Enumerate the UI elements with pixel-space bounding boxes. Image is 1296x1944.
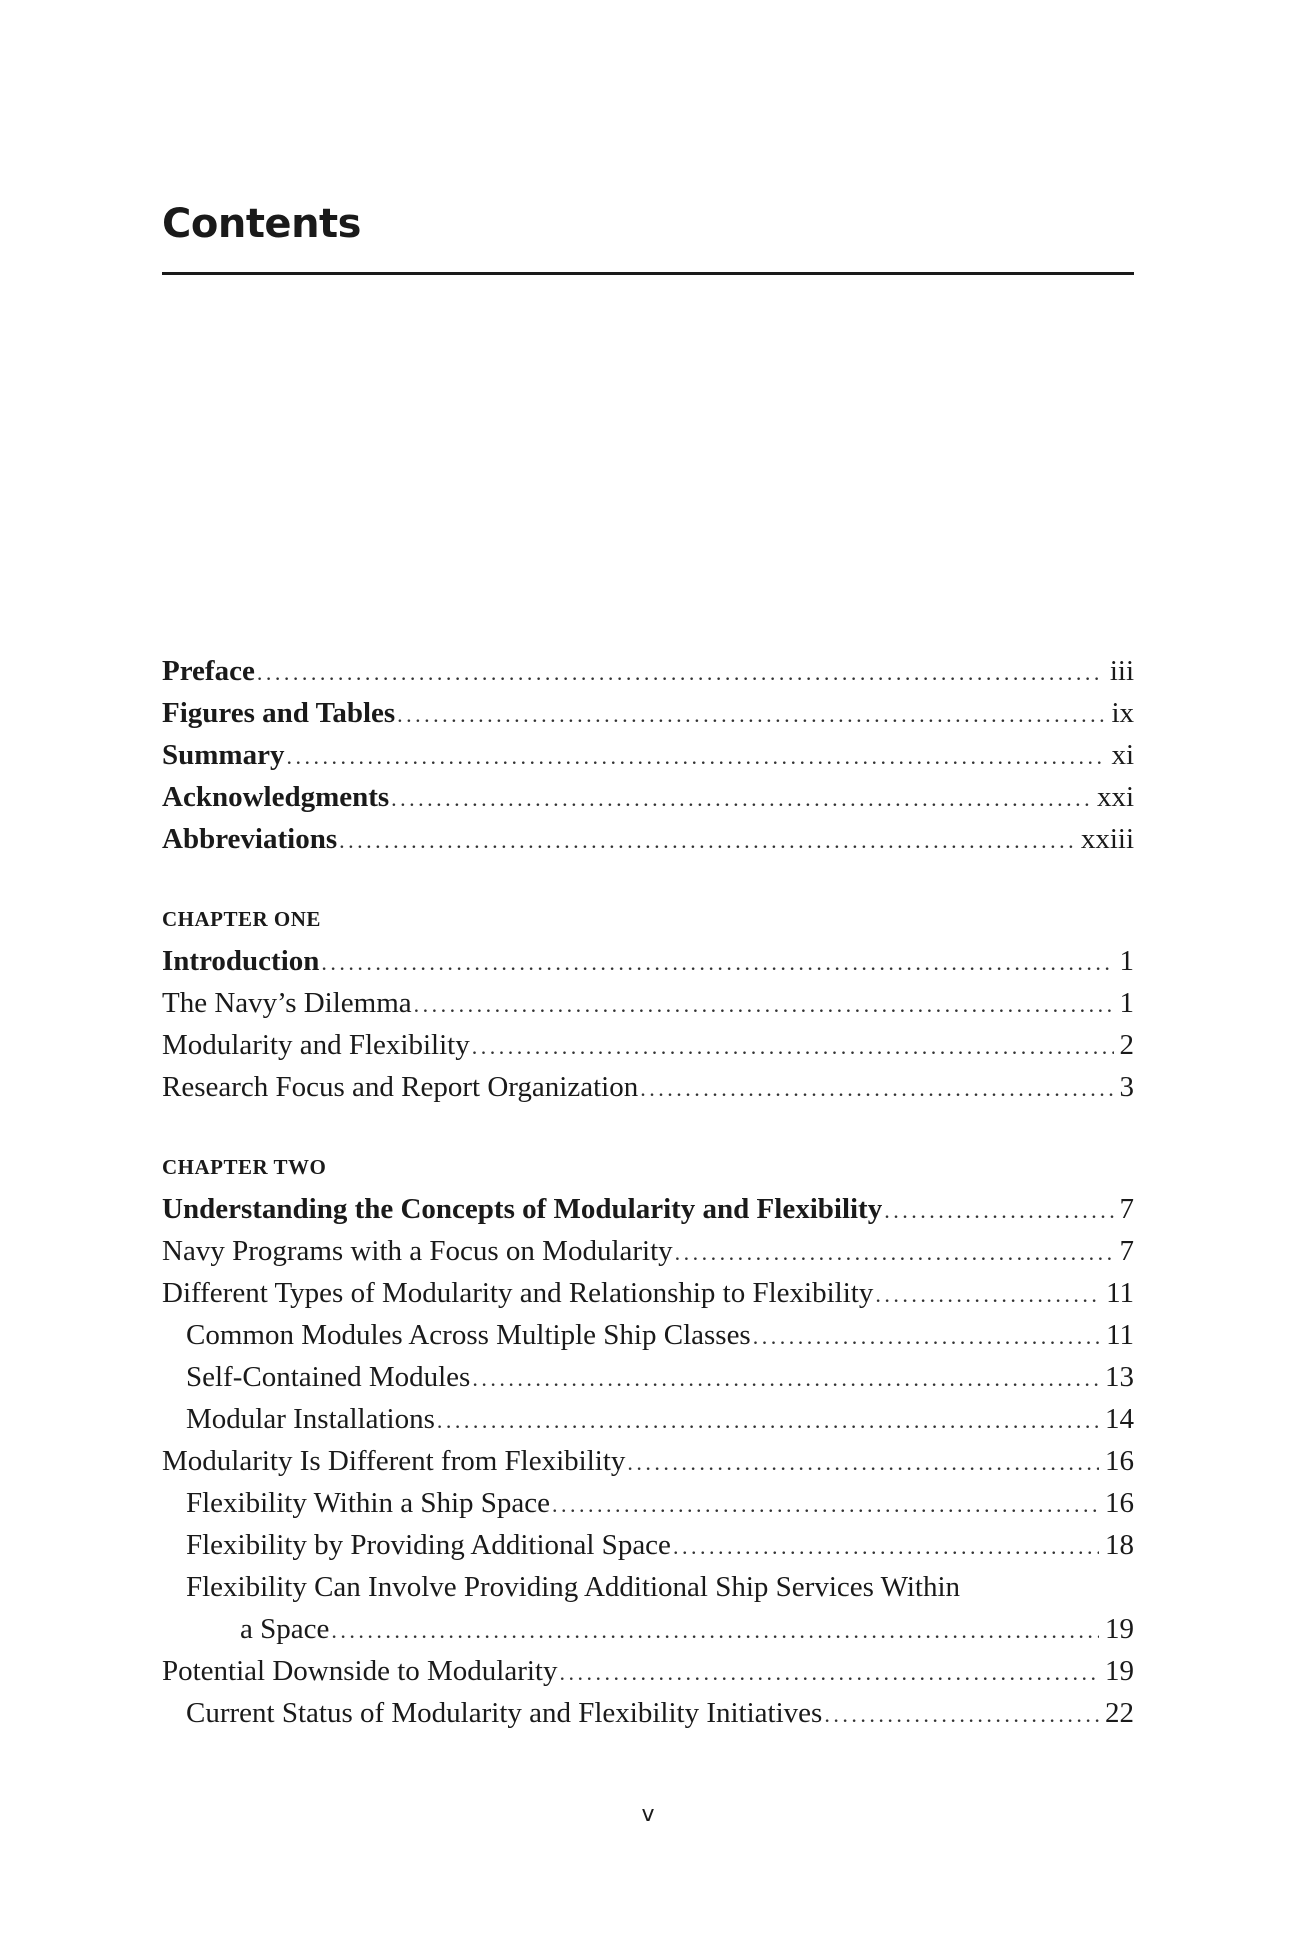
page-title: Contents	[162, 201, 361, 247]
dot-leader	[824, 1692, 1099, 1736]
toc-entry-modular-installations[interactable]	[162, 1398, 1134, 1440]
toc-entry-title: Abbreviations	[162, 823, 338, 855]
dot-leader	[472, 1024, 1114, 1068]
dot-leader	[397, 692, 1105, 736]
toc-entry-title: Different Types of Modularity and Relationship to Flexibility	[162, 1277, 874, 1309]
toc-entry-page: 19	[1105, 1613, 1134, 1645]
toc-entry-summary[interactable]	[162, 734, 1134, 776]
dot-leader	[884, 1188, 1113, 1232]
toc-entry-navys-dilemma[interactable]	[162, 982, 1134, 1024]
toc-entry-acknowledgments[interactable]	[162, 776, 1134, 818]
toc-entry-title: Flexibility Can Involve Providing Additional Ship Services Within	[186, 1571, 961, 1603]
toc-entry-introduction[interactable]	[162, 940, 1134, 982]
toc-entry-page: xi	[1111, 739, 1134, 771]
toc-entry-page: 2	[1119, 1029, 1134, 1061]
toc-entry-title: Acknowledgments	[162, 781, 390, 813]
toc-entry-title: Flexibility by Providing Additional Space	[186, 1529, 671, 1561]
toc-entry-flexibility-additional-space[interactable]	[162, 1524, 1134, 1566]
dot-leader	[875, 1272, 1100, 1316]
toc-entry-page: 19	[1105, 1655, 1134, 1687]
dot-leader	[673, 1524, 1099, 1568]
toc-entry-title: Flexibility Within a Ship Space	[186, 1487, 551, 1519]
chapter-one-label: CHAPTER ONE	[162, 907, 321, 931]
toc-entry-different-types[interactable]	[162, 1272, 1134, 1314]
dot-leader	[331, 1608, 1099, 1652]
toc-entry-preface[interactable]	[162, 650, 1134, 692]
toc-entry-page: 13	[1105, 1361, 1134, 1393]
toc-entry-page: 7	[1119, 1235, 1134, 1267]
chapter-two-label: CHAPTER TWO	[162, 1155, 327, 1179]
toc-entry-page: 11	[1106, 1277, 1134, 1309]
toc-entry-title: Modular Installations	[186, 1403, 435, 1435]
toc-entry-research-focus[interactable]	[162, 1066, 1134, 1108]
toc-entry-title: The Navy’s Dilemma	[162, 987, 412, 1019]
dot-leader	[552, 1482, 1099, 1526]
toc-entry-navy-programs[interactable]	[162, 1230, 1134, 1272]
dot-leader	[753, 1314, 1100, 1358]
dot-leader	[560, 1650, 1100, 1694]
toc-entry-page: 16	[1105, 1487, 1134, 1519]
toc-entry-title: Modularity and Flexibility	[162, 1029, 470, 1061]
toc-entry-page: 1	[1119, 987, 1134, 1019]
toc-entry-self-contained-modules[interactable]	[162, 1356, 1134, 1398]
page-number: v	[641, 1802, 655, 1827]
toc-entry-title: Navy Programs with a Focus on Modularity	[162, 1235, 673, 1267]
dot-leader	[286, 734, 1105, 778]
dot-leader	[257, 650, 1104, 694]
dot-leader	[414, 982, 1114, 1026]
toc-entry-page: iii	[1109, 655, 1134, 687]
toc-entry-title-continued: a Space	[240, 1613, 330, 1645]
toc-entry-flexibility-ship-services[interactable]	[162, 1566, 1134, 1608]
dot-leader	[472, 1356, 1099, 1400]
dot-leader	[391, 776, 1091, 820]
toc-entry-title: Figures and Tables	[162, 697, 396, 729]
toc-entry-title: Potential Downside to Modularity	[162, 1655, 558, 1687]
toc-entry-page: ix	[1111, 697, 1134, 729]
toc-entry-title: Preface	[162, 655, 255, 687]
title-rule	[162, 272, 1134, 275]
dot-leader	[437, 1398, 1099, 1442]
toc-entry-page: 14	[1105, 1403, 1134, 1435]
toc-entry-title: Self-Contained Modules	[186, 1361, 471, 1393]
toc-entry-figures-and-tables[interactable]	[162, 692, 1134, 734]
toc-entry-abbreviations[interactable]	[162, 818, 1134, 860]
dot-leader	[675, 1230, 1114, 1274]
toc-entry-page: xxiii	[1080, 823, 1134, 855]
dot-leader	[627, 1440, 1099, 1484]
toc-entry-page: 1	[1119, 945, 1134, 977]
toc-entry-title: Common Modules Across Multiple Ship Classes	[186, 1319, 751, 1351]
dot-leader	[640, 1066, 1113, 1110]
toc-entry-title: Understanding the Concepts of Modularity and Flexibility	[162, 1193, 883, 1225]
toc-entry-title: Summary	[162, 739, 285, 771]
toc-entry-common-modules[interactable]	[162, 1314, 1134, 1356]
table-of-contents	[162, 650, 1134, 1734]
toc-entry-page: 11	[1106, 1319, 1134, 1351]
dot-leader	[339, 818, 1075, 862]
toc-entry-modularity-different[interactable]	[162, 1440, 1134, 1482]
toc-entry-page: 3	[1119, 1071, 1134, 1103]
toc-entry-page: 18	[1105, 1529, 1134, 1561]
toc-entry-title: Introduction	[162, 945, 320, 977]
toc-entry-modularity-and-flexibility[interactable]	[162, 1024, 1134, 1066]
toc-entry-title: Modularity Is Different from Flexibility	[162, 1445, 626, 1477]
toc-entry-flexibility-ship-services-cont[interactable]	[162, 1608, 1134, 1650]
toc-entry-current-status[interactable]	[162, 1692, 1134, 1734]
dot-leader	[321, 940, 1113, 984]
toc-entry-page: 7	[1119, 1193, 1134, 1225]
toc-entry-page: 22	[1105, 1697, 1134, 1729]
toc-entry-potential-downside[interactable]	[162, 1650, 1134, 1692]
toc-entry-page: xxi	[1096, 781, 1134, 813]
toc-entry-title: Research Focus and Report Organization	[162, 1071, 639, 1103]
toc-entry-understanding-concepts[interactable]	[162, 1188, 1134, 1230]
toc-entry-page: 16	[1105, 1445, 1134, 1477]
toc-entry-flexibility-within-space[interactable]	[162, 1482, 1134, 1524]
toc-entry-title: Current Status of Modularity and Flexibility Initiatives	[186, 1697, 823, 1729]
